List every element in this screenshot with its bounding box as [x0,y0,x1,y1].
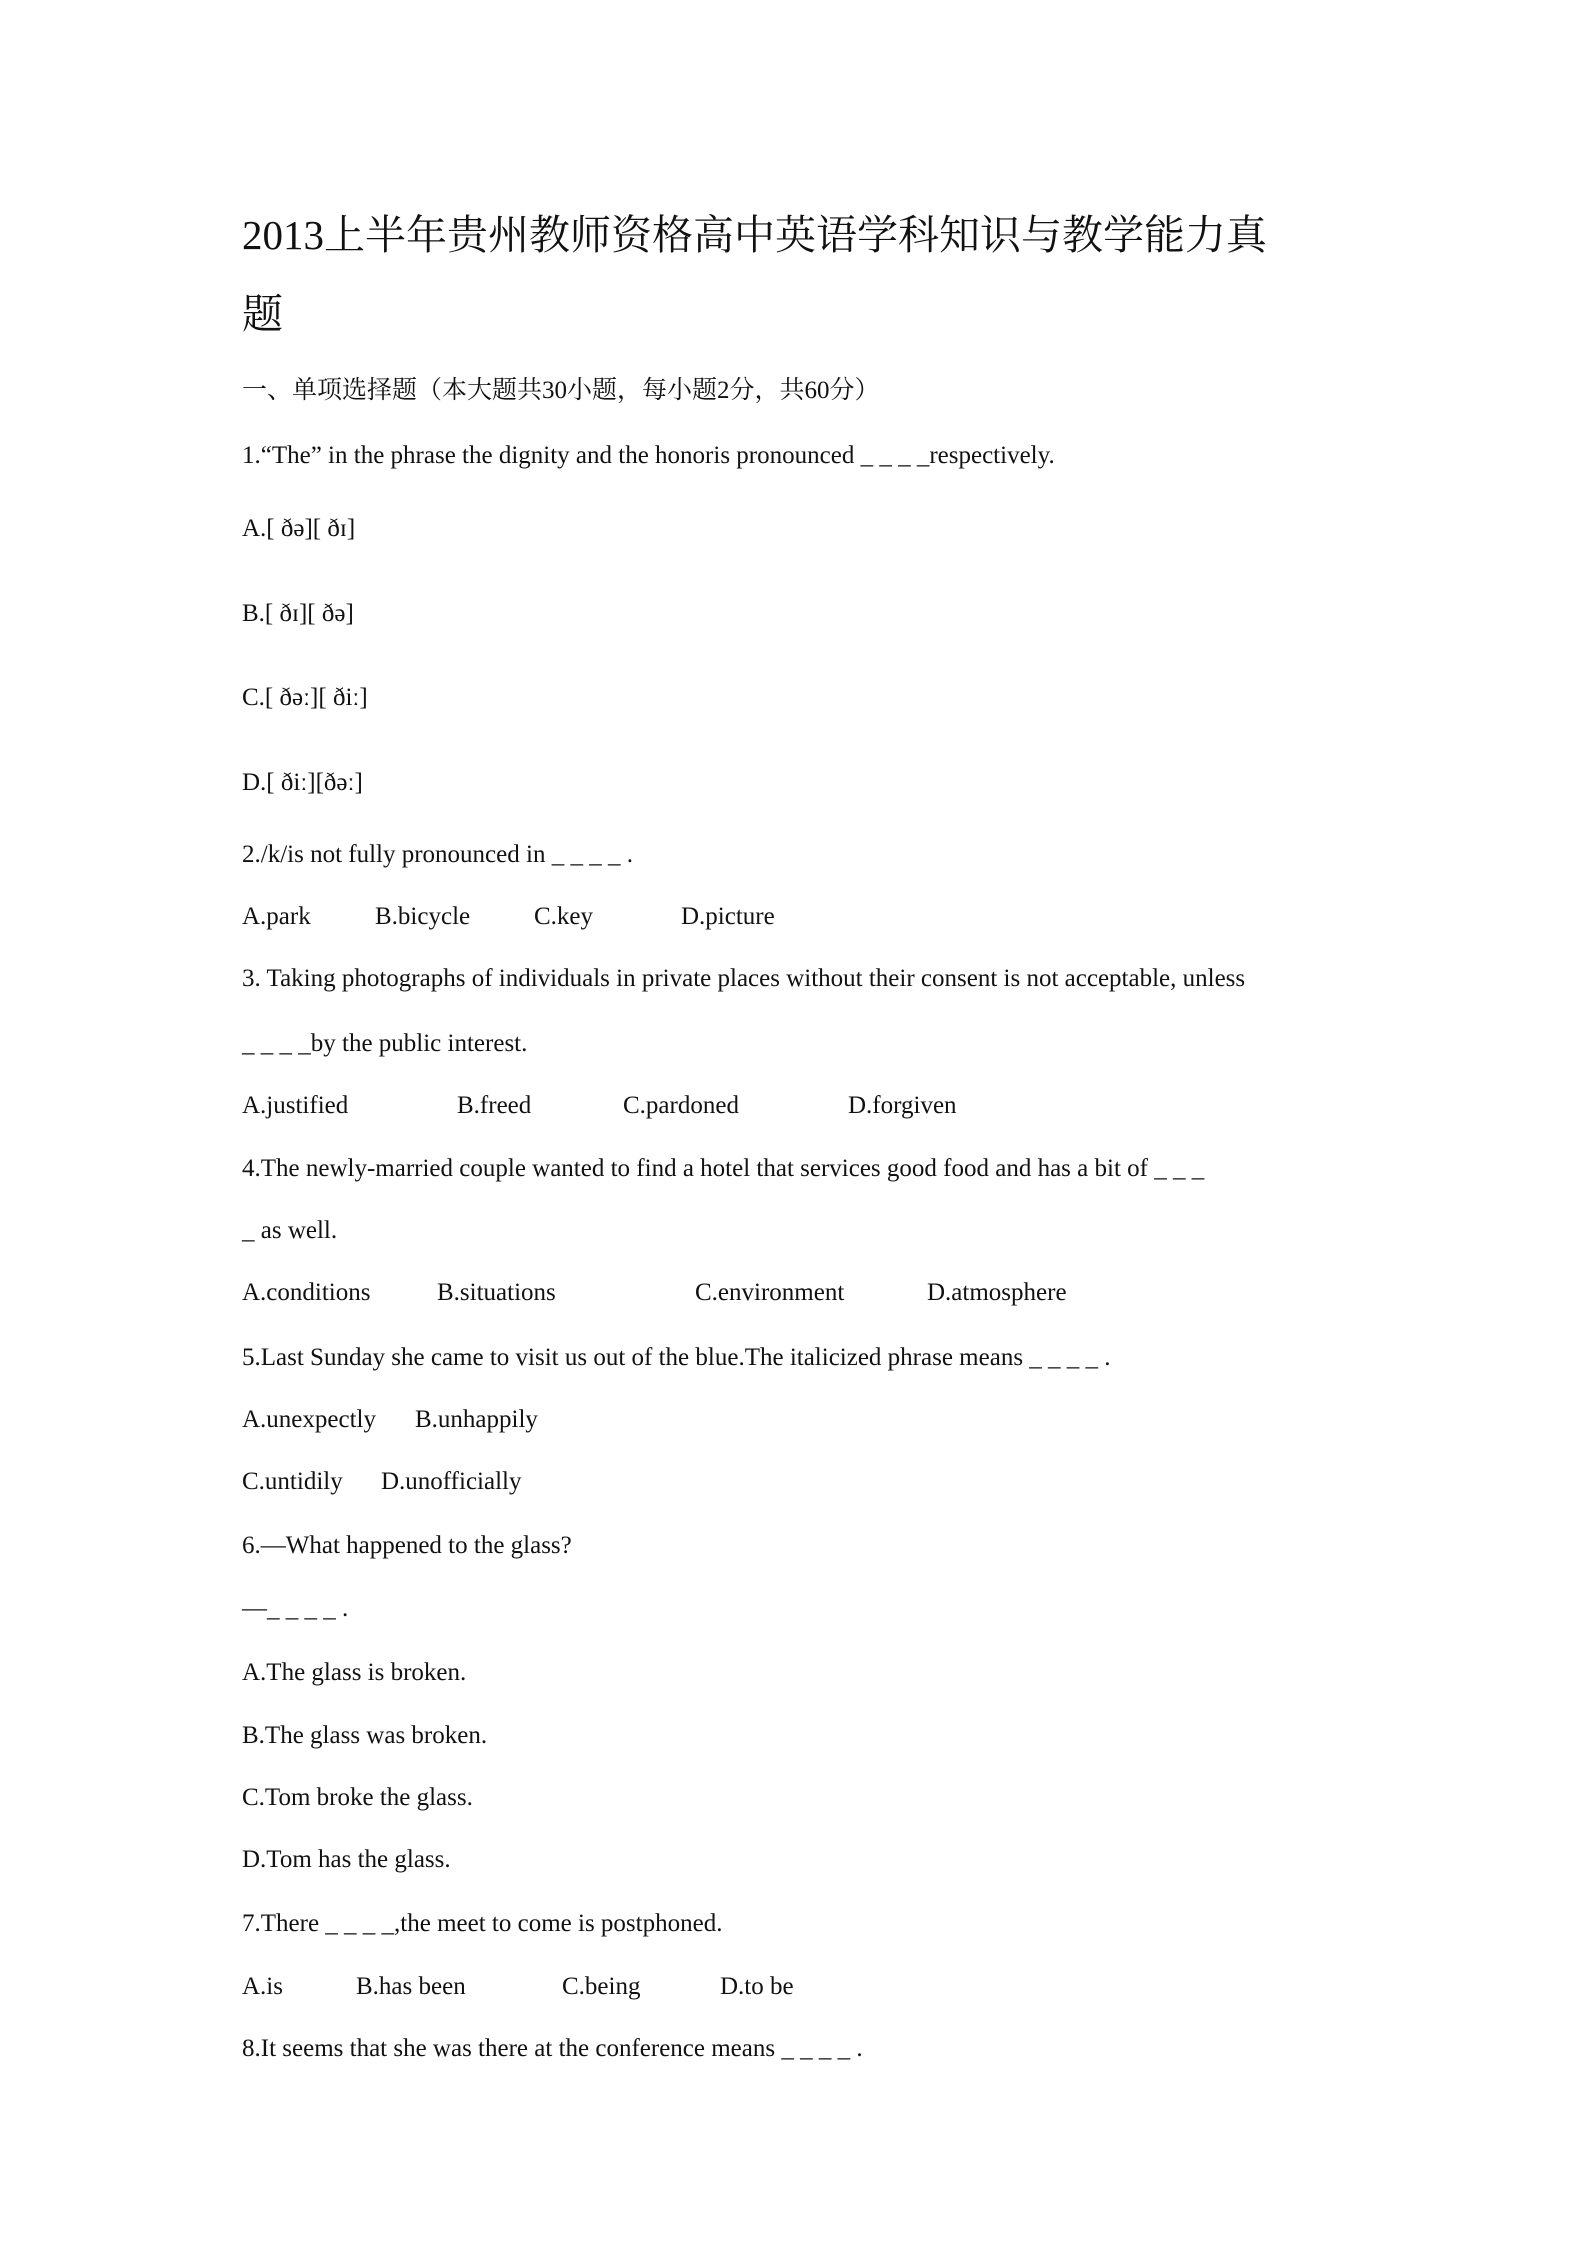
option-b: B.freed [457,1092,532,1119]
option-b: B.situations [437,1279,556,1306]
question-stem: 8.It seems that she was there at the conference means _ _ _ _ . [242,2035,863,2062]
option-a: A.is [242,1973,283,2000]
title-line-2: 题 [242,291,283,337]
option-c: C.Tom broke the glass. [242,1784,473,1811]
option-d: D.atmosphere [927,1279,1067,1306]
option-c: C.key [534,903,594,930]
option-b: B.The glass was broken. [242,1722,488,1749]
option-a: A.[ ðə][ ðɪ] [242,515,356,542]
question-stem-continued: _ as well. [242,1217,338,1244]
option-d: D.[ ðiː][ðəː] [242,769,363,796]
option-a: A.The glass is broken. [242,1659,467,1686]
option-d: D.to be [720,1973,794,2000]
option-a: A.justified [242,1092,349,1119]
option-d: D.picture [681,903,775,930]
question-stem: 5.Last Sunday she came to visit us out of the blue.The italicized phrase means _ _ _ _ . [242,1344,1111,1371]
option-b: B.bicycle [375,903,471,930]
option-b: B.[ ðɪ][ ðə] [242,600,354,627]
option-c: C.untidily [242,1468,343,1495]
option-c: C.pardoned [623,1092,739,1119]
question-stem-continued: _ _ _ _by the public interest. [242,1030,528,1057]
option-c: C.being [562,1973,641,2000]
question-stem: 1.“The” in the phrase the dignity and the honoris pronounced _ _ _ _respectively. [242,442,1055,469]
option-a: A.park [242,903,311,930]
question-stem-continued: —_ _ _ _ . [242,1595,349,1622]
question-stem: 4.The newly-married couple wanted to find a hotel that services good food and has a bit of _ _ _ [242,1155,1205,1182]
option-c: C.environment [695,1279,845,1306]
option-c: C.[ ðəː][ ðiː] [242,684,368,711]
option-d: D.forgiven [848,1092,957,1119]
option-a: A.conditions [242,1279,371,1306]
option-d: D.unofficially [381,1468,522,1495]
option-d: D.Tom has the glass. [242,1846,451,1873]
question-stem: 7.There _ _ _ _,the meet to come is postphoned. [242,1910,723,1937]
title-line-1: 2013上半年贵州教师资格高中英语学科知识与教学能力真 [242,212,1267,258]
option-b: B.unhappily [415,1406,538,1433]
question-stem: 3. Taking photographs of individuals in private places without their consent is not acceptable, unless [242,965,1246,992]
option-b: B.has been [356,1973,466,2000]
section-heading: 一、单项选择题（本大题共30小题，每小题2分，共60分） [242,377,880,404]
option-a: A.unexpectly [242,1406,376,1433]
question-stem: 2./k/is not fully pronounced in _ _ _ _ . [242,841,633,868]
question-stem: 6.—What happened to the glass? [242,1532,572,1559]
